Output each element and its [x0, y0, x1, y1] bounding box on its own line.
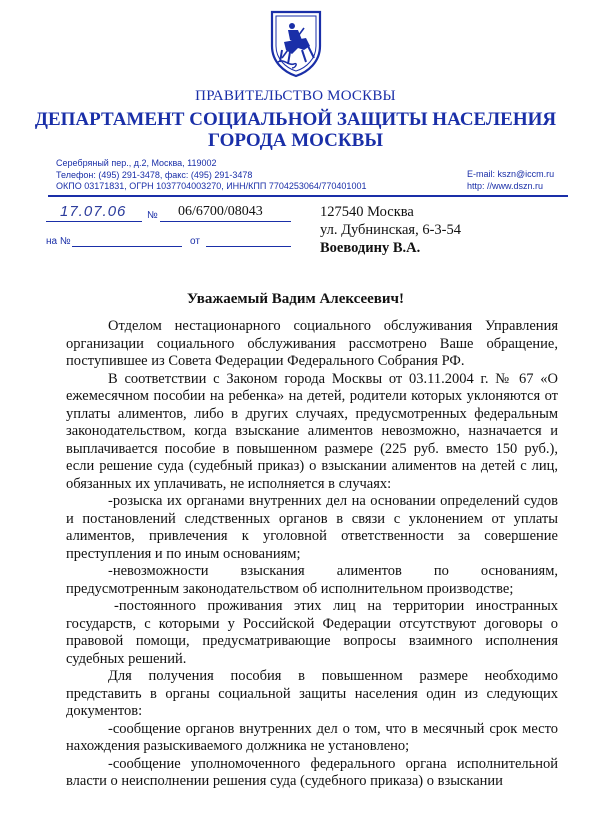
- department-title-line1: ДЕПАРТАМЕНТ СОЦИАЛЬНОЙ ЗАЩИТЫ НАСЕЛЕНИЯ: [34, 109, 557, 130]
- letterhead-divider: [48, 195, 568, 197]
- handwritten-date: 17.07.06: [60, 203, 127, 220]
- paragraph: В соответствии с Законом города Москвы от 03.11.2004 г. № 67 «О ежемесячном пособии на ребенка» на детей, родители которых уклоняются от уплаты алиментов, либо в других случаях, предусмотренных федеральным законодательством, когда взыскание алиментов невозможно, назначается и выплачивается пособие в повышенном размере (225 руб. вместо 150 руб.), если решение суда (судебный приказ) о взыскании алиментов на детей с лиц, обязанных их уплачивать, не исполняется в случаях:: [66, 370, 558, 492]
- moscow-coat-of-arms-icon: [268, 6, 324, 78]
- department-website: http: //www.dszn.ru: [467, 180, 544, 191]
- from-label: от: [190, 236, 200, 247]
- reply-to-label: на №: [46, 236, 71, 247]
- date-line: [46, 221, 142, 222]
- paragraph: Отделом нестационарного социального обслуживания Управления организации социального обслуживания рассмотрено Ваше обращение, поступившее из Совета Федерации Федерального Собрания РФ.: [66, 318, 558, 369]
- paragraph: -сообщение органов внутренних дел о том, что в месячный срок место нахождения разыскиваемого должника не установлено;: [66, 720, 558, 754]
- contact-online: [467, 169, 554, 192]
- paragraph: -невозможности взыскания алиментов по основаниям, предусмотренным законодательством об исполнительном производстве;: [66, 563, 558, 597]
- department-address: Серебряный пер., д.2, Москва, 119002: [56, 158, 217, 168]
- department-email: E-mail: kszn@iccm.ru: [467, 169, 555, 179]
- outgoing-number: 06/6700/08043: [178, 204, 263, 219]
- department-phone: Телефон: (495) 291-3478, факс: (495) 291-3478: [56, 169, 253, 180]
- paragraph: -сообщение уполномоченного федерального органа исполнительной власти о неисполнении решения суда (судебного приказа) о взыскании: [66, 755, 558, 789]
- paragraph: Для получения пособия в повышенном размере необходимо представить в органы социальной защиты населения один из следующих документов:: [66, 668, 558, 719]
- department-title-line2: ГОРОДА МОСКВЫ: [207, 130, 384, 151]
- recipient-street: ул. Дубнинская, 6-3-54: [320, 222, 461, 238]
- contact-details: [56, 158, 366, 193]
- number-label: №: [147, 210, 158, 221]
- paragraph: -розыска их органами внутренних дел на основании определений судов и постановлений следственных органов в связи с уклонением от уплаты алиментов, привлечения к уголовной ответственности за совершение преступления и по иным основаниям;: [66, 493, 558, 562]
- government-title: ПРАВИТЕЛЬСТВО МОСКВЫ: [195, 88, 396, 104]
- department-title: [0, 109, 591, 151]
- reply-number-line: [72, 246, 182, 247]
- from-date-line: [206, 246, 291, 247]
- recipient-name: Воеводину В.А.: [320, 240, 421, 256]
- paragraph: -постоянного проживания этих лиц на территории иностранных государств, с которыми у Российской Федерации отсутствуют договоры о правовой помощи, предусматривающие вопросы взаимного исполнения судебных решений.: [66, 598, 558, 667]
- recipient-city: 127540 Москва: [320, 204, 414, 220]
- letter-body: [66, 318, 558, 791]
- salutation: Уважаемый Вадим Алексеевич!: [187, 291, 404, 307]
- department-codes: ОКПО 03171831, ОГРН 1037704003270, ИНН/КПП 7704253064/770401001: [56, 181, 367, 191]
- recipient-address: [320, 203, 461, 257]
- number-line: [160, 221, 291, 222]
